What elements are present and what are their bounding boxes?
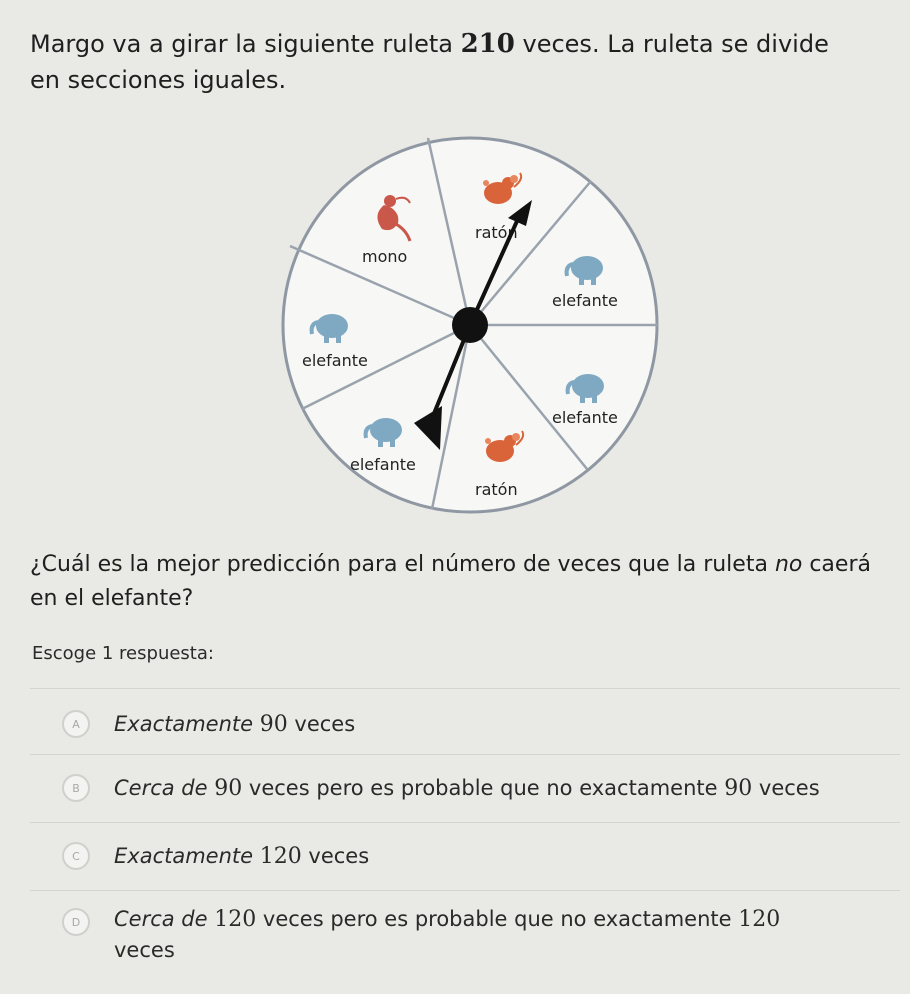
radio-b[interactable]: B: [62, 774, 90, 802]
choice-d-pre: Cerca de: [114, 907, 215, 931]
section-label: ratón: [475, 223, 518, 242]
section-label: elefante: [552, 291, 618, 310]
choice-a[interactable]: [62, 694, 892, 754]
question-text: [30, 548, 900, 616]
question-text-after: caerá en el elefante?: [30, 552, 871, 611]
spinner-wheel: [270, 128, 670, 523]
section-label: elefante: [350, 455, 416, 474]
choice-d-num: 120: [214, 907, 257, 932]
choice-b-post: veces pero es probable que no exactamente: [242, 775, 725, 800]
problem-statement: [30, 26, 850, 98]
choice-a-num: 90: [259, 711, 288, 737]
choice-c-pre: Exactamente: [114, 843, 260, 868]
question-emphasis: no: [774, 552, 803, 577]
choice-b-num2: 90: [724, 775, 753, 801]
radio-d[interactable]: D: [62, 908, 90, 936]
problem-text-after: veces. La ruleta se divide en secciones iguales.: [30, 30, 829, 94]
divider: [30, 688, 900, 689]
divider: [30, 754, 900, 755]
choice-d-label: [114, 904, 814, 965]
instruction-text: Escoge 1 respuesta:: [32, 643, 214, 664]
spinner-hub: [452, 307, 488, 343]
section-label: mono: [362, 247, 408, 266]
choice-b-num: 90: [214, 775, 243, 801]
choice-c-num: 120: [259, 843, 302, 869]
radio-a[interactable]: A: [62, 710, 90, 738]
choice-d-post2: veces: [114, 938, 175, 962]
choice-a-post: veces: [287, 711, 356, 736]
choice-b-label: [114, 773, 820, 804]
divider: [30, 890, 900, 891]
choice-c-post: veces: [301, 843, 370, 868]
choice-a-label: [114, 709, 355, 740]
problem-text-before: Margo va a girar la siguiente ruleta: [30, 30, 461, 58]
spin-count: 210: [460, 29, 515, 59]
section-label: elefante: [302, 351, 368, 370]
question-text-before: ¿Cuál es la mejor predicción para el número de veces que la ruleta: [30, 552, 775, 577]
radio-c[interactable]: C: [62, 842, 90, 870]
choice-d[interactable]: [62, 896, 892, 984]
choice-a-pre: Exactamente: [114, 711, 260, 736]
choice-b[interactable]: [62, 758, 892, 818]
divider: [30, 822, 900, 823]
choice-b-post2: veces: [752, 775, 820, 800]
choice-b-pre: Cerca de: [114, 775, 215, 800]
section-label: elefante: [552, 408, 618, 427]
choice-c-label: [114, 841, 369, 872]
section-label: ratón: [475, 480, 518, 499]
choice-d-post: veces pero es probable que no exactamente: [256, 907, 739, 931]
choice-d-num2: 120: [738, 907, 781, 932]
choice-c[interactable]: [62, 826, 892, 886]
